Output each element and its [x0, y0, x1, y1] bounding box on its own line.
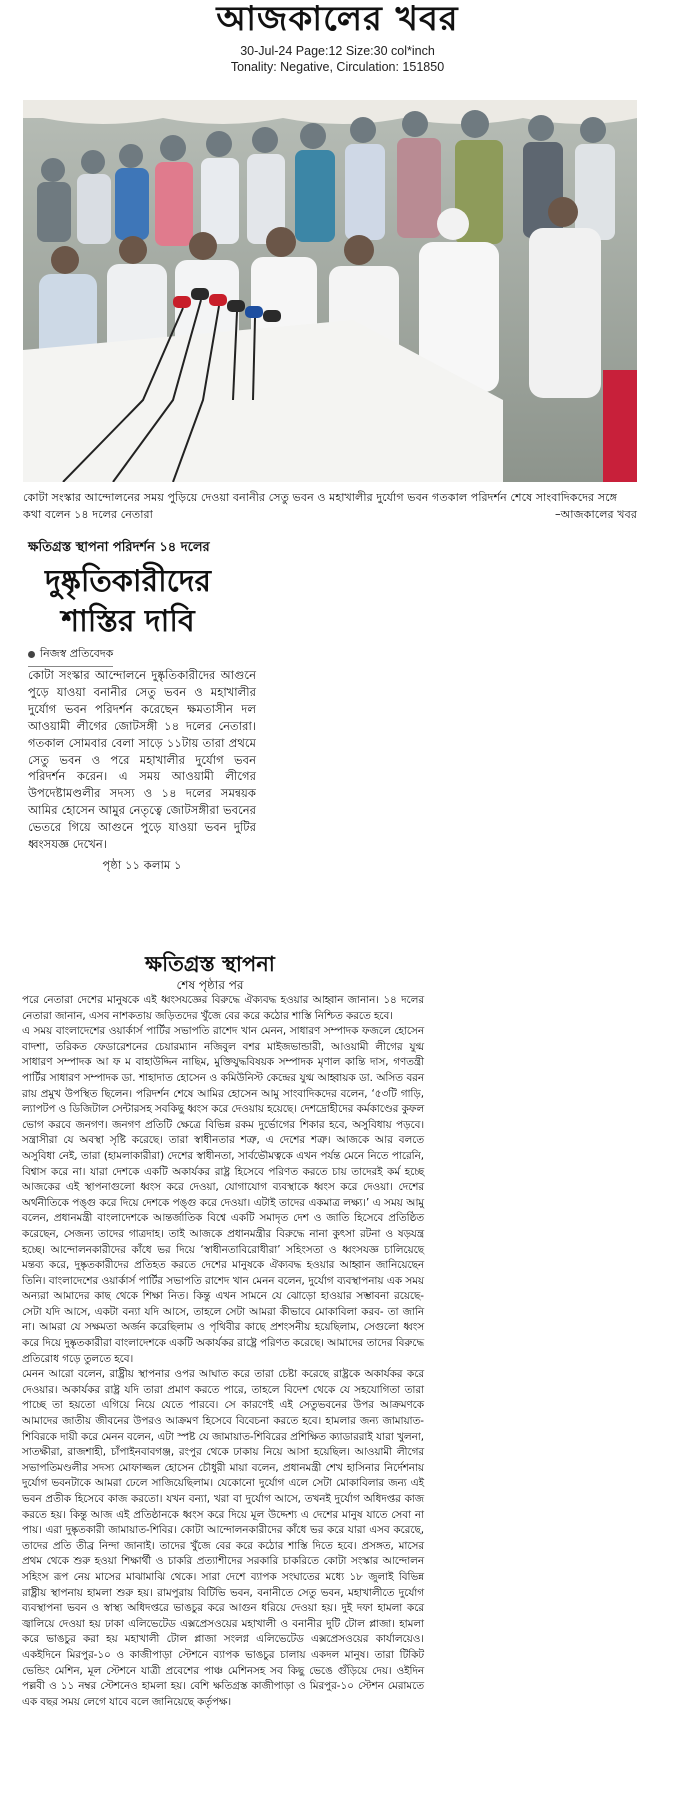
photo-illustration [23, 100, 637, 482]
article-lead [28, 667, 256, 874]
photo-caption [23, 489, 637, 523]
jump-subhead: শেষ পৃষ্ঠার পর [176, 978, 244, 992]
byline-text: নিজস্ব প্রতিবেদক [40, 647, 114, 660]
body-paragraph: মেনন আরো বলেন, রাষ্ট্রীয় স্থাপনার ওপর আঘাত করে তারা চেষ্টা করেছে রাষ্ট্রকে অকার্যকর করে দেওয়ার। অকার্যকর রাষ্ট্র যদি তারা প্রমাণ করতে পারে, তাহলে বিদেশ থেকে যে সহযোগিতা তারা পাচ্ছে তা হয়তো এগিয়ে নিয়ে যেতে পারবে। সে কারণেই এই সেতুভবনের উপর আক্রমণকে আমাদের জাতীয় জীবনের উপরও আক্রমণ হিসেবে বিবেচনা করতে হবে। হামলার জন্য জামায়াত-শিবিরকে দায়ী করে মেনন বলেন, এটা স্পষ্ট যে জামায়াত-শিবিরের প্রশিক্ষিত ক্যাডাররাই যারা খুলনা, সাতক্ষীরা, রাজশাহী, চাঁপাইনবাবগঞ্জ, রংপুর থেকে ঢাকায় নিয়ে আসা হয়েছিল। আওয়ামী লীগের সভাপতিমণ্ডলীর সদস্য মোফাজ্জল হোসেন চৌধুরী মায়া বলেন, প্রধানমন্ত্রী শেখ হাসিনার নির্দেশনায় দুর্যোগ ভবনটাকে আমরা ঢেলে সাজিয়েছিলাম। যেকোনো দুর্যোগ এলে সেটা মোকাবিলার জন্য এই ভবন প্রতীক হিসেবে কাজ করতো। যখন বন্যা, খরা বা দুর্যোগ আসে, তখনই দুর্যোগ অধিদপ্তর কাজ করতে হয়। কিন্তু আজ এই প্রতিষ্ঠানকে ধ্বংস করে দিয়ে মূল উদ্দেশ্য এ দেশের মানুষ যাতে সেবা না পায়। এরা দুষ্কৃতকারী জামায়াত-শিবির। কোটা আন্দোলনকারীদের কাঁধে ভর করে যারা এসব করেছে, তাদের প্রতি তীব্র নিন্দা জানাই। তাদের খুঁজে বের করে কঠোর শাস্তি দিতে হবে। প্রসঙ্গত, মাসের প্রথম থেকে শুরু হওয়া শিক্ষার্থী ও চাকরি প্রত্যাশীদের সরকারি চাকরিতে কোটা সংস্কার আন্দোলন সহিংস রূপ নেয় মাসের মাঝামাঝি থেকে। সারা দেশে ব্যাপক সংঘাতের মধ্যে ১৮ জুলাই বিভিন্ন রাষ্ট্রীয় স্থাপনায় হামলা শুরু হয়। রামপুরায় বিটিভি ভবন, বনানীতে সেতু ভবন, মহাখালীতে দুর্যোগ ব্যবস্থাপনা ভবন ও স্বাস্থ্য অধিদপ্তরে ভাঙচুর করে আগুন ধরিয়ে দেওয়া হয়। দুই দফা হামলা করে জ্বালিয়ে দেওয়া হয় ঢাকা এলিভেটেড এক্সপ্রেসওয়ের মহাখালী ও বনানীর দুটি টোল প্লাজা। হামলা করে ভাঙচুর করা হয় মহাখালী টোল প্লাজা সংলগ্ন এলিভেটেড এক্সপ্রেসওয়ের কার্যালয়েও। একইদিনে মিরপুর-১০ ও কাজীপাড়া স্টেশনে ব্যাপক ভাঙচুর চালায় একদল মানুষ। তারা টিকিট ভেন্ডিং মেশিন, মূল স্টেশনে যাত্রী প্রবেশের পাঞ্চ মেশিনসহ সব কিছু ভেঙে গুঁড়িয়ে দেয়। ওইদিন পল্লবী ও ১১ নম্বর স্টেশনেও হামলা হয়। বেশি ক্ষতিগ্রস্ত কাজীপাড়া ও মিরপুর-১০ স্টেশন মেরামতে এক বছর সময় লেগে যাবে বলে জানিয়েছে কর্তৃপক্ষ। [22, 1368, 424, 1708]
press-conference-photo [23, 100, 637, 482]
photo-credit: –আজকালের খবর [555, 508, 637, 521]
jump-headline: ক্ষতিগ্রস্ত স্থাপনা [145, 951, 275, 976]
jump-body [22, 993, 424, 1710]
clip-meta-date-page: 30-Jul-24 Page:12 Size:30 col*inch [240, 44, 435, 58]
newspaper-title: আজকালের খবর [216, 0, 459, 39]
body-paragraph: এ সময় বাংলাদেশের ওয়ার্কার্স পার্টির সভাপতি রাশেদ খান মেনন, সাধারণ সম্পাদক ফজলে হোসেন বাদশা, তরিকত ফেডারেশনের চেয়ারম্যান নজিবুল বশর মাইজভান্ডারী, আওয়ামী লীগের যুগ্ম সাধারণ সম্পাদক আ ফ ম বাহাউদ্দিন নাছিম, মুক্তিযুদ্ধবিষয়ক সম্পাদক মৃণাল কান্তি দাস, গণতন্ত্রী পার্টির সাধারণ সম্পাদক ডা. শাহাদাত হোসেন ও কমিউনিস্ট কেন্দ্রের যুগ্ম আহ্বায়ক ডা. অসিত বরন রায় প্রমুখ উপস্থিত ছিলেন। পরিদর্শন শেষে আমির হোসেন আমু সাংবাদিকদের বলেন, ‘৫৩টি গাড়ি, ল্যাপটপ ও ডিজিটাল সেন্টারসহ সবকিছু ধ্বংস করে দেওয়ায় হয়েছে। দেশদ্রোহীদের কর্মকাণ্ডের কুফল ভোগ করবে জনগণ। জনগণ প্রতিটি ক্ষেত্রে বিভিন্ন রকম দুর্ভোগের শিকার হবে, অসুবিধায় পড়বে। সন্ত্রাসীরা যে অবস্থা সৃষ্টি করেছে। তারা স্বাধীনতার শত্রু, এ দেশের শত্রু। আজকে আর বলতে অসুবিধা নেই, তারা (হামলাকারীরা) দেশের স্বাধীনতা, সার্বভৌমত্বকে এখন পর্যন্ত মেনে নিতে পারেনি, বিশ্বাস করে না। যারা দেশকে একটি অকার্যকর রাষ্ট্র হিসেবে পরিণত করতে চায় তাদেরই কর্ম হচ্ছে আজকের এই স্থাপনাগুলো ধ্বংস করে দেওয়া, যোগাযোগ ব্যবস্থাকে ধ্বংস করে দেওয়া। দেশের অর্থনীতিকে পঙ্গু করে দিয়ে দেশকে পঙ্গু করে দেওয়া। এটাই তাদের একমাত্র লক্ষ্য।’ এ সময় আমু বলেন, প্রধানমন্ত্রী বাংলাদেশকে আন্তর্জাতিক বিশ্বে একটি সমাদৃত দেশ ও জাতি হিসেবে প্রতিষ্ঠিত করেছেন, সেজন্য তাদের গাত্রদাহ। তাই আজকে প্রধানমন্ত্রীর বিরুদ্ধে নানা কুৎসা রটনা ও ষড়যন্ত্র হচ্ছে। আন্দোলনকারীদের কাঁধে ভর দিয়ে ‘স্বাধীনতাবিরোধীরা’ সহিংসতা ও ধ্বংসযজ্ঞ চালিয়েছে মন্তব্য করে, দুষ্কৃতকারীদের প্রতিহত করতে দেশের মানুষকে ঐক্যবদ্ধ হওয়ার আহ্বান জানিয়েছেন তিনি। বাংলাদেশের ওয়ার্কার্স পার্টির সভাপতি রাশেদ খান মেনন বলেন, দুর্যোগ ব্যবস্থাপনায় এক সময় অন্যরা আমাদের কাছ থেকে শিক্ষা নিত। কিন্তু এখন সামনে যে ঝোড়ো হাওয়ার সম্ভাবনা রয়েছে- সেটা যদি আসে, একটা বন্যা যদি আসে, তাহলে সেটা আমরা কীভাবে মোকাবিলা করব- তা জানি না। আমরা যে সক্ষমতা অর্জন করেছিলাম ও পৃথিবীর কাছে প্রশংসনীয় হয়েছিলাম, সেগুলো ধ্বংস করে দিয়ে দুষ্কৃতকারীরা বাংলাদেশকে একটি অকার্যকর রাষ্ট্রে পরিণত করেছে। আমাদের তাদের বিরুদ্ধে প্রতিরোধ গড়ে তুলতে হবে। [22, 1025, 424, 1365]
clip-meta-tonality: Tonality: Negative, Circulation: 151850 [230, 60, 445, 74]
byline [28, 645, 113, 667]
masthead [0, 0, 675, 38]
article-kicker: ক্ষতিগ্রস্ত স্থাপনা পরিদর্শন ১৪ দলের [28, 540, 210, 555]
article-headline: দুষ্কৃতিকারীদের শাস্তির দাবি [45, 564, 211, 639]
continued-note: পৃষ্ঠা ১১ কলাম ১ [102, 857, 182, 872]
bullet-icon [28, 651, 35, 658]
lead-text: কোটা সংস্কার আন্দোলনে দুষ্কৃতিকারীদের আগুনে পুড়ে যাওয়া বনানীর সেতু ভবন ও মহাখালীর দুর্যোগ ভবন পরিদর্শন করেছেন ক্ষমতাসীন দল আওয়ামী লীগের জোটসঙ্গী ১৪ দলের নেতারা। গতকাল সোমবার বেলা সাড়ে ১১টায় তারা প্রথমে সেতু ভবন ও পরে মহাখালীর দুর্যোগ ভবন পরিদর্শন করেন। এ সময় আওয়ামী লীগের উপদেষ্টামণ্ডলীর সদস্য ও ১৪ দলের সমন্বয়ক আমির হোসেন আমুর নেতৃত্বে জোটসঙ্গীরা ভবনের ভেতরে গিয়ে আগুনে পুড়ে যাওয়া ভবন দুটির ধ্বংসযজ্ঞ দেখেন। [28, 668, 256, 852]
body-paragraph: পরে নেতারা দেশের মানুষকে এই ধ্বংসযজ্ঞের বিরুদ্ধে ঐক্যবদ্ধ হওয়ার আহ্বান জানান। ১৪ দলের নেতারা জানান, এসব নাশকতায় জড়িতদের খুঁজে বের করে কঠোর শাস্তি নিশ্চিত করতে হবে। [22, 994, 424, 1022]
caption-text: কোটা সংস্কার আন্দোলনের সময় পুড়িয়ে দেওয়া বনানীর সেতু ভবন ও মহাখালীর দুর্যোগ ভবন গতকাল পরিদর্শন শেষে সাংবাদিকদের সঙ্গে কথা বলেন ১৪ দলের নেতারা [23, 491, 618, 521]
